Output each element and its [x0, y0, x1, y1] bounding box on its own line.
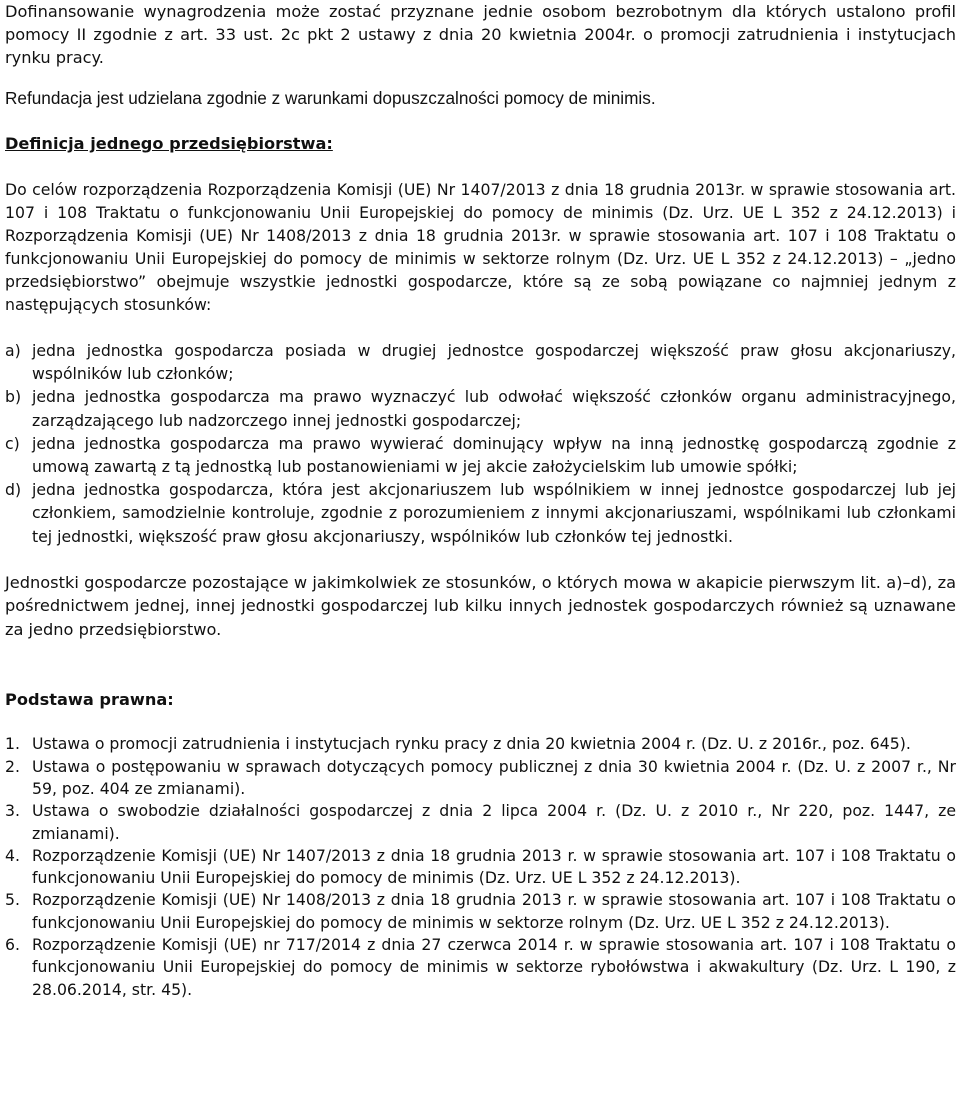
list-text: Rozporządzenie Komisji (UE) Nr 1407/2013 z dnia 18 grudnia 2013 r. w sprawie stosowania art. 107 i 108 Traktatu o funkcjonowaniu Unii Europejskiej do pomocy de minimis (Dz. Urz. UE L 352 z 24.12.2013). [32, 845, 956, 888]
list-text: jedna jednostka gospodarcza ma prawo wyznaczyć lub odwołać większość członków organu administracyjnego, zarządzającego lub nadzorczego innej jednostki gospodarczej; [32, 387, 956, 430]
intro-paragraph: Dofinansowanie wynagrodzenia może zostać przyznane jednie osobom bezrobotnym dla których ustalono profil pomocy II zgodnie z art. 33 ust. 2c pkt 2 ustawy z dnia 20 kwietnia 2004r. o promocji zatrudnienia i instytucjach rynku pracy. [5, 2, 956, 67]
list-marker: 2. [5, 756, 20, 776]
list-text: Ustawa o postępowaniu w sprawach dotyczących pomocy publicznej z dnia 30 kwietnia 2004 r. (Dz. U. z 2007 r., Nr 59, poz. 404 ze zmianami). [32, 756, 956, 798]
definition-body: Do celów rozporządzenia Rozporządzenia Komisji (UE) Nr 1407/2013 z dnia 18 grudnia 2013r. w sprawie stosowania art. 107 i 108 Traktatu o funkcjonowaniu Unii Europejskiej do pomocy de minimis (Dz. Urz. UE L 352 z 24.12.2013) i Rozporządzenia Komisji (UE) Nr 1408/2013 z dnia 18 grudnia 2013r. w sprawie stosowania art. 107 i 108 Traktatu o funkcjonowaniu Unii Europejskiej do pomocy de minimis w sektorze rolnym (Dz. Urz. UE L 352 z 24.12.2013) – „jedno przedsiębiorstwo” obejmuje wszystkie jednostki gospodarcze, które są ze sobą powiązane co najmniej jednym z następujących stosunków: [5, 180, 956, 314]
list-text: Ustawa o swobodzie działalności gospodarczej z dnia 2 lipca 2004 r. (Dz. U. z 2010 r., Nr 220, poz. 1447, ze zmianami). [32, 801, 956, 843]
list-text: jedna jednostka gospodarcza, która jest akcjonariuszem lub wspólnikiem w innej jednostce gospodarczej lub jej członkiem, samodzielnie kontroluje, zgodnie z porozumieniem z innymi akcjonariuszami, wspólnikami lub członkami tej jednostki, większość praw głosu akcjonariuszy, wspólników lub członków tej jednostki. [32, 480, 956, 546]
list-marker: 3. [5, 801, 20, 821]
list-marker: 6. [5, 935, 20, 954]
legal-basis-list [5, 733, 956, 1001]
list-marker: a) [5, 341, 21, 360]
list-marker: d) [5, 480, 22, 500]
closing-paragraph: Jednostki gospodarcze pozostające w jakimkolwiek ze stosunków, o których mowa w akapicie pierwszym lit. a)–d), za pośrednictwem jednej, innej jednostki gospodarczej lub kilku innych jednostek gospodarczych również są uznawane za jedno przedsiębiorstwo. [5, 572, 956, 639]
refund-paragraph: Refundacja jest udzielana zgodnie z warunkami dopuszczalności pomocy de minimis. [5, 88, 656, 108]
list-text: Ustawa o promocji zatrudnienia i instytucjach rynku pracy z dnia 20 kwietnia 2004 r. (Dz. U. z 2016r., poz. 645). [32, 734, 911, 754]
list-item [5, 339, 956, 385]
list-item [5, 756, 956, 801]
list-marker: 1. [5, 734, 20, 754]
list-text: jedna jednostka gospodarcza posiada w drugiej jednostce gospodarczej większość praw głosu akcjonariuszy, wspólników lub członków; [32, 341, 956, 384]
list-marker: b) [5, 387, 22, 407]
list-text: jedna jednostka gospodarcza ma prawo wywierać dominujący wpływ na inną jednostkę gospodarczą zgodnie z umową zawartą z tą jednostką lub postanowieniami w jej akcie założycielskim lub umowie spółki; [32, 433, 956, 477]
list-marker: c) [5, 433, 20, 453]
list-item [5, 934, 956, 1001]
list-item [5, 845, 956, 890]
list-item [5, 478, 956, 548]
definition-heading: Definicja jednego przedsiębiorstwa: [5, 134, 333, 153]
list-text: Rozporządzenie Komisji (UE) nr 717/2014 z dnia 27 czerwca 2014 r. w sprawie stosowania art. 107 i 108 Traktatu o funkcjonowaniu Unii Europejskiej do pomocy de minimis w sektorze rybołówstwa i akwakultury (Dz. Urz. L 190, z 28.06.2014, str. 45). [32, 935, 956, 999]
list-marker: 4. [5, 845, 20, 865]
list-item [5, 733, 956, 755]
list-item [5, 385, 956, 431]
list-text: Rozporządzenie Komisji (UE) Nr 1408/2013 z dnia 18 grudnia 2013 r. w sprawie stosowania art. 107 i 108 Traktatu o funkcjonowaniu Unii Europejskiej do pomocy de minimis w sektorze rolnym (Dz. Urz. UE L 352 z 24.12.2013). [32, 890, 956, 932]
definition-list [5, 339, 956, 548]
list-item [5, 889, 956, 934]
list-marker: 5. [5, 890, 20, 910]
list-item [5, 800, 956, 845]
legal-basis-heading: Podstawa prawna: [5, 690, 174, 710]
list-item [5, 432, 956, 478]
